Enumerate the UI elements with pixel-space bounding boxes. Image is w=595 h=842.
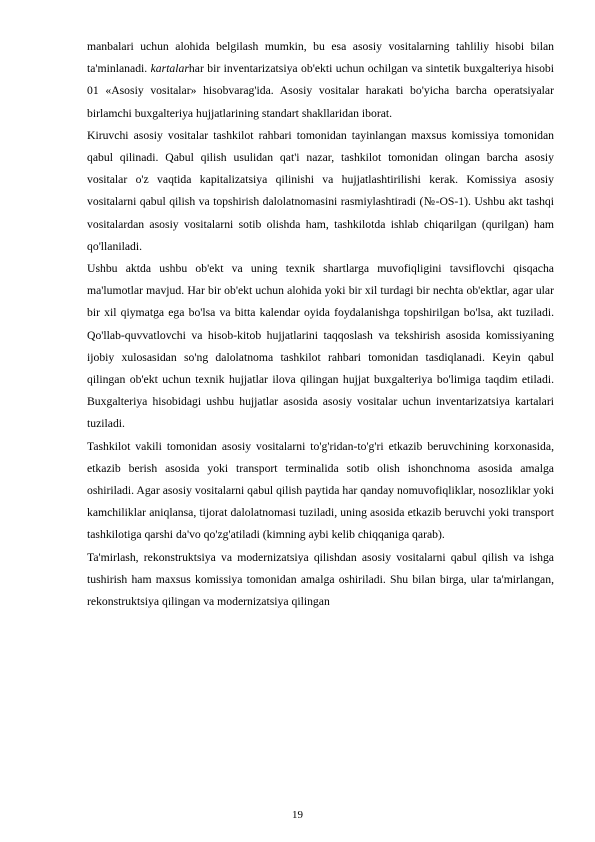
paragraph [87,36,554,125]
paragraph: Ushbu aktda ushbu ob'ekt va uning texnik shartlarga muvofiqligini tavsiflovchi qisqacha ma'lumotlar mavjud. Har bir ob'ekt uchun alohida yoki bir xil turdagi bir nechta ob'ektlar, agar ular bir xil qiymatga ega bo'lsa va bitta kalendar oyida foydalanishga topshirilgan bo'lsa, akt tuziladi. Qo'llab-quvvatlovchi va hisob-kitob hujjatlarini taqqoslash va tekshirish asosida komissiyaning ijobiy xulosasidan so'ng dalolatnoma tashkilot rahbari tomonidan tasdiqlanadi. Keyin qabul qilingan ob'ekt uchun texnik hujjatlar ilova qilingan hujjat buxgalteriya bo'limiga taqdim etiladi. Buxgalteriya hisobidagi ushbu hujjatlar asosida asosiy vositalar uchun inventarizatsiya kartalari tuziladi. [87,262,554,431]
page-body [87,36,554,613]
paragraph: Kiruvchi asosiy vositalar tashkilot rahbari tomonidan tayinlangan maxsus komissiya tomonidan qabul qilinadi. Qabul qilish usulidan qat'i nazar, tashkilot tomonidan olingan barcha asosiy vositalar o'z vaqtida kapitalizatsiya qilinishi va hujjatlashtirilishi kerak. Komissiya asosiy vositalarni qabul qilish va topshirish dalolatnomasini rasmiylashtiradi (№-OS-1). Ushbu akt tashqi vositalardan asosiy vositalarni sotib olishda ham, tashkilotda ishlab chiqarilgan (qurilgan) ham qo'llaniladi. [87,128,554,253]
paragraph: Tashkilot vakili tomonidan asosiy vositalarni to'g'ridan-to'g'ri etkazib beruvchining korxonasida, etkazib berish asosida yoki transport terminalida sotib olish ishonchnoma asosida amalga oshiriladi. Agar asosiy vositalarni qabul qilish paytida har qanday nomuvofiqliklar, nosozliklar yoki kamchiliklar aniqlansa, tijorat dalolatnomasi tuziladi, uning asosida etkazib beruvchi yoki transport tashkilotiga qarshi da'vo qo'zg'atiladi (kimning aybi kelib chiqqaniga qarab). [87,439,554,542]
paragraph: Ta'mirlash, rekonstruktsiya va modernizatsiya qilishdan asosiy vositalarni qabul qilish va ishga tushirish ham maxsus komissiya tomonidan amalga oshiriladi. Shu bilan birga, ular ta'mirlangan, rekonstruktsiya qilingan va modernizatsiya qilingan [87,550,554,609]
paragraph-text: har bir inventarizatsiya ob'ekti uchun ochilgan va sintetik buxgalteriya hisobi 01 «Asosiy vositalar» hisobvarag'ida. Asosiy vositalar harakati bo'yicha barcha operatsiyalar birlamchi buxgalteriya hujjatlarining standart shakllaridan iborat. [87,62,555,120]
page-number: 19 [292,809,303,821]
italic-term: kartalar [150,62,189,76]
paragraph-text: manbalari uchun alohida belgilash mumkin, bu esa asosiy vositalarning tahliliy hisobi bilan ta'minlanadi. [87,40,554,76]
